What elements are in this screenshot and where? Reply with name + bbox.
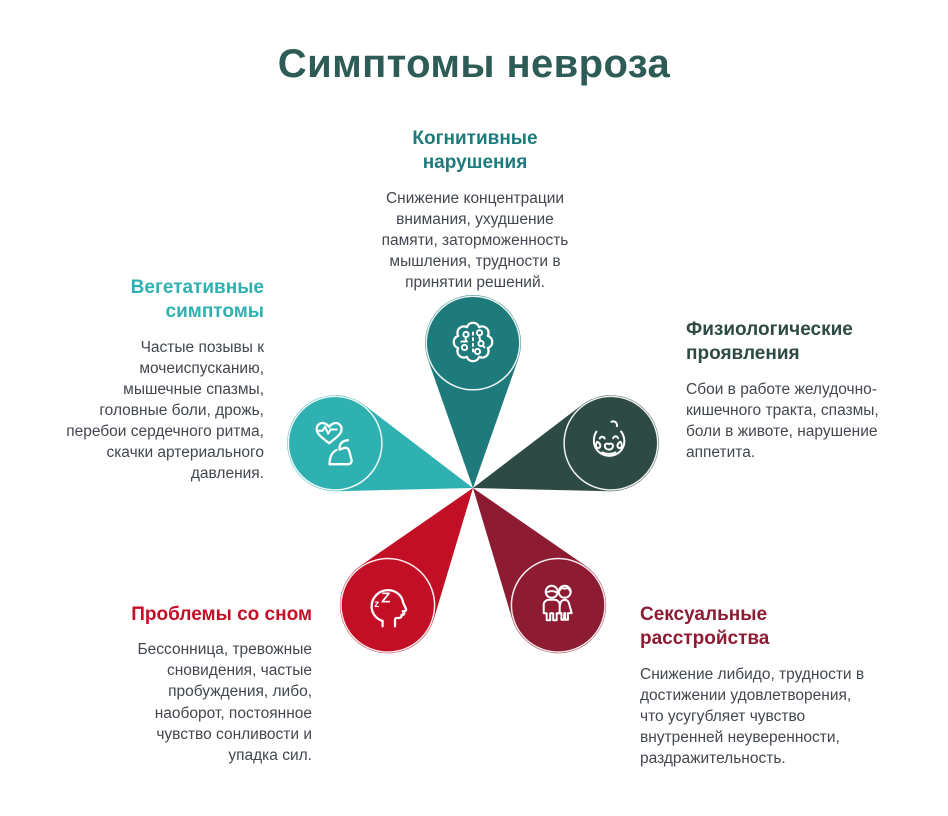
section-physiological: [686, 318, 918, 463]
section-vegetative-body: Частые позывы к мочеиспусканию, мышечные спазмы, головные боли, дрожь, перебои сердечного ритма, скачки артериального давления.: [66, 338, 264, 483]
svg-text:z: z: [374, 598, 380, 610]
section-sexual-body: Снижение либидо, трудности в достижении удовлетворения, что усугубляет чувство внутренней неуверенности, раздражительность.: [640, 665, 865, 767]
section-cognitive-heading: Когнитивные нарушения: [412, 128, 538, 174]
section-physiological-body: Сбои в работе желудочно-кишечного тракта, спазмы, боли в животе, нарушение аппетита.: [686, 380, 879, 461]
section-sleep-body: Бессонница, тревожные сновидения, частые пробуждения, либо, наоборот, постоянное чувство сонливости и упадка сил.: [137, 641, 312, 764]
section-vegetative-heading: Вегетативные симптомы: [130, 277, 264, 323]
section-sleep: [88, 603, 312, 766]
petal-cognitive: [425, 295, 521, 488]
section-sexual-heading: Сексуальные расстройства: [640, 604, 770, 650]
section-sexual: [640, 603, 878, 769]
svg-text:Z: Z: [381, 589, 391, 607]
section-vegetative: [40, 276, 264, 484]
section-cognitive: [339, 127, 611, 293]
page-title: Симптомы невроза: [277, 42, 671, 86]
petal-sleep: [340, 488, 473, 653]
section-physiological-heading: Физиологические проявления: [686, 319, 853, 365]
petal-physiological: [473, 395, 659, 491]
section-cognitive-body: Снижение концентрации внимания, ухудшение памяти, заторможенность мышления, трудности в принятии решений.: [381, 189, 569, 291]
section-sleep-heading: Проблемы со сном: [131, 604, 312, 625]
petal-vegetative: [287, 395, 473, 491]
petal-sexual: [473, 488, 606, 653]
